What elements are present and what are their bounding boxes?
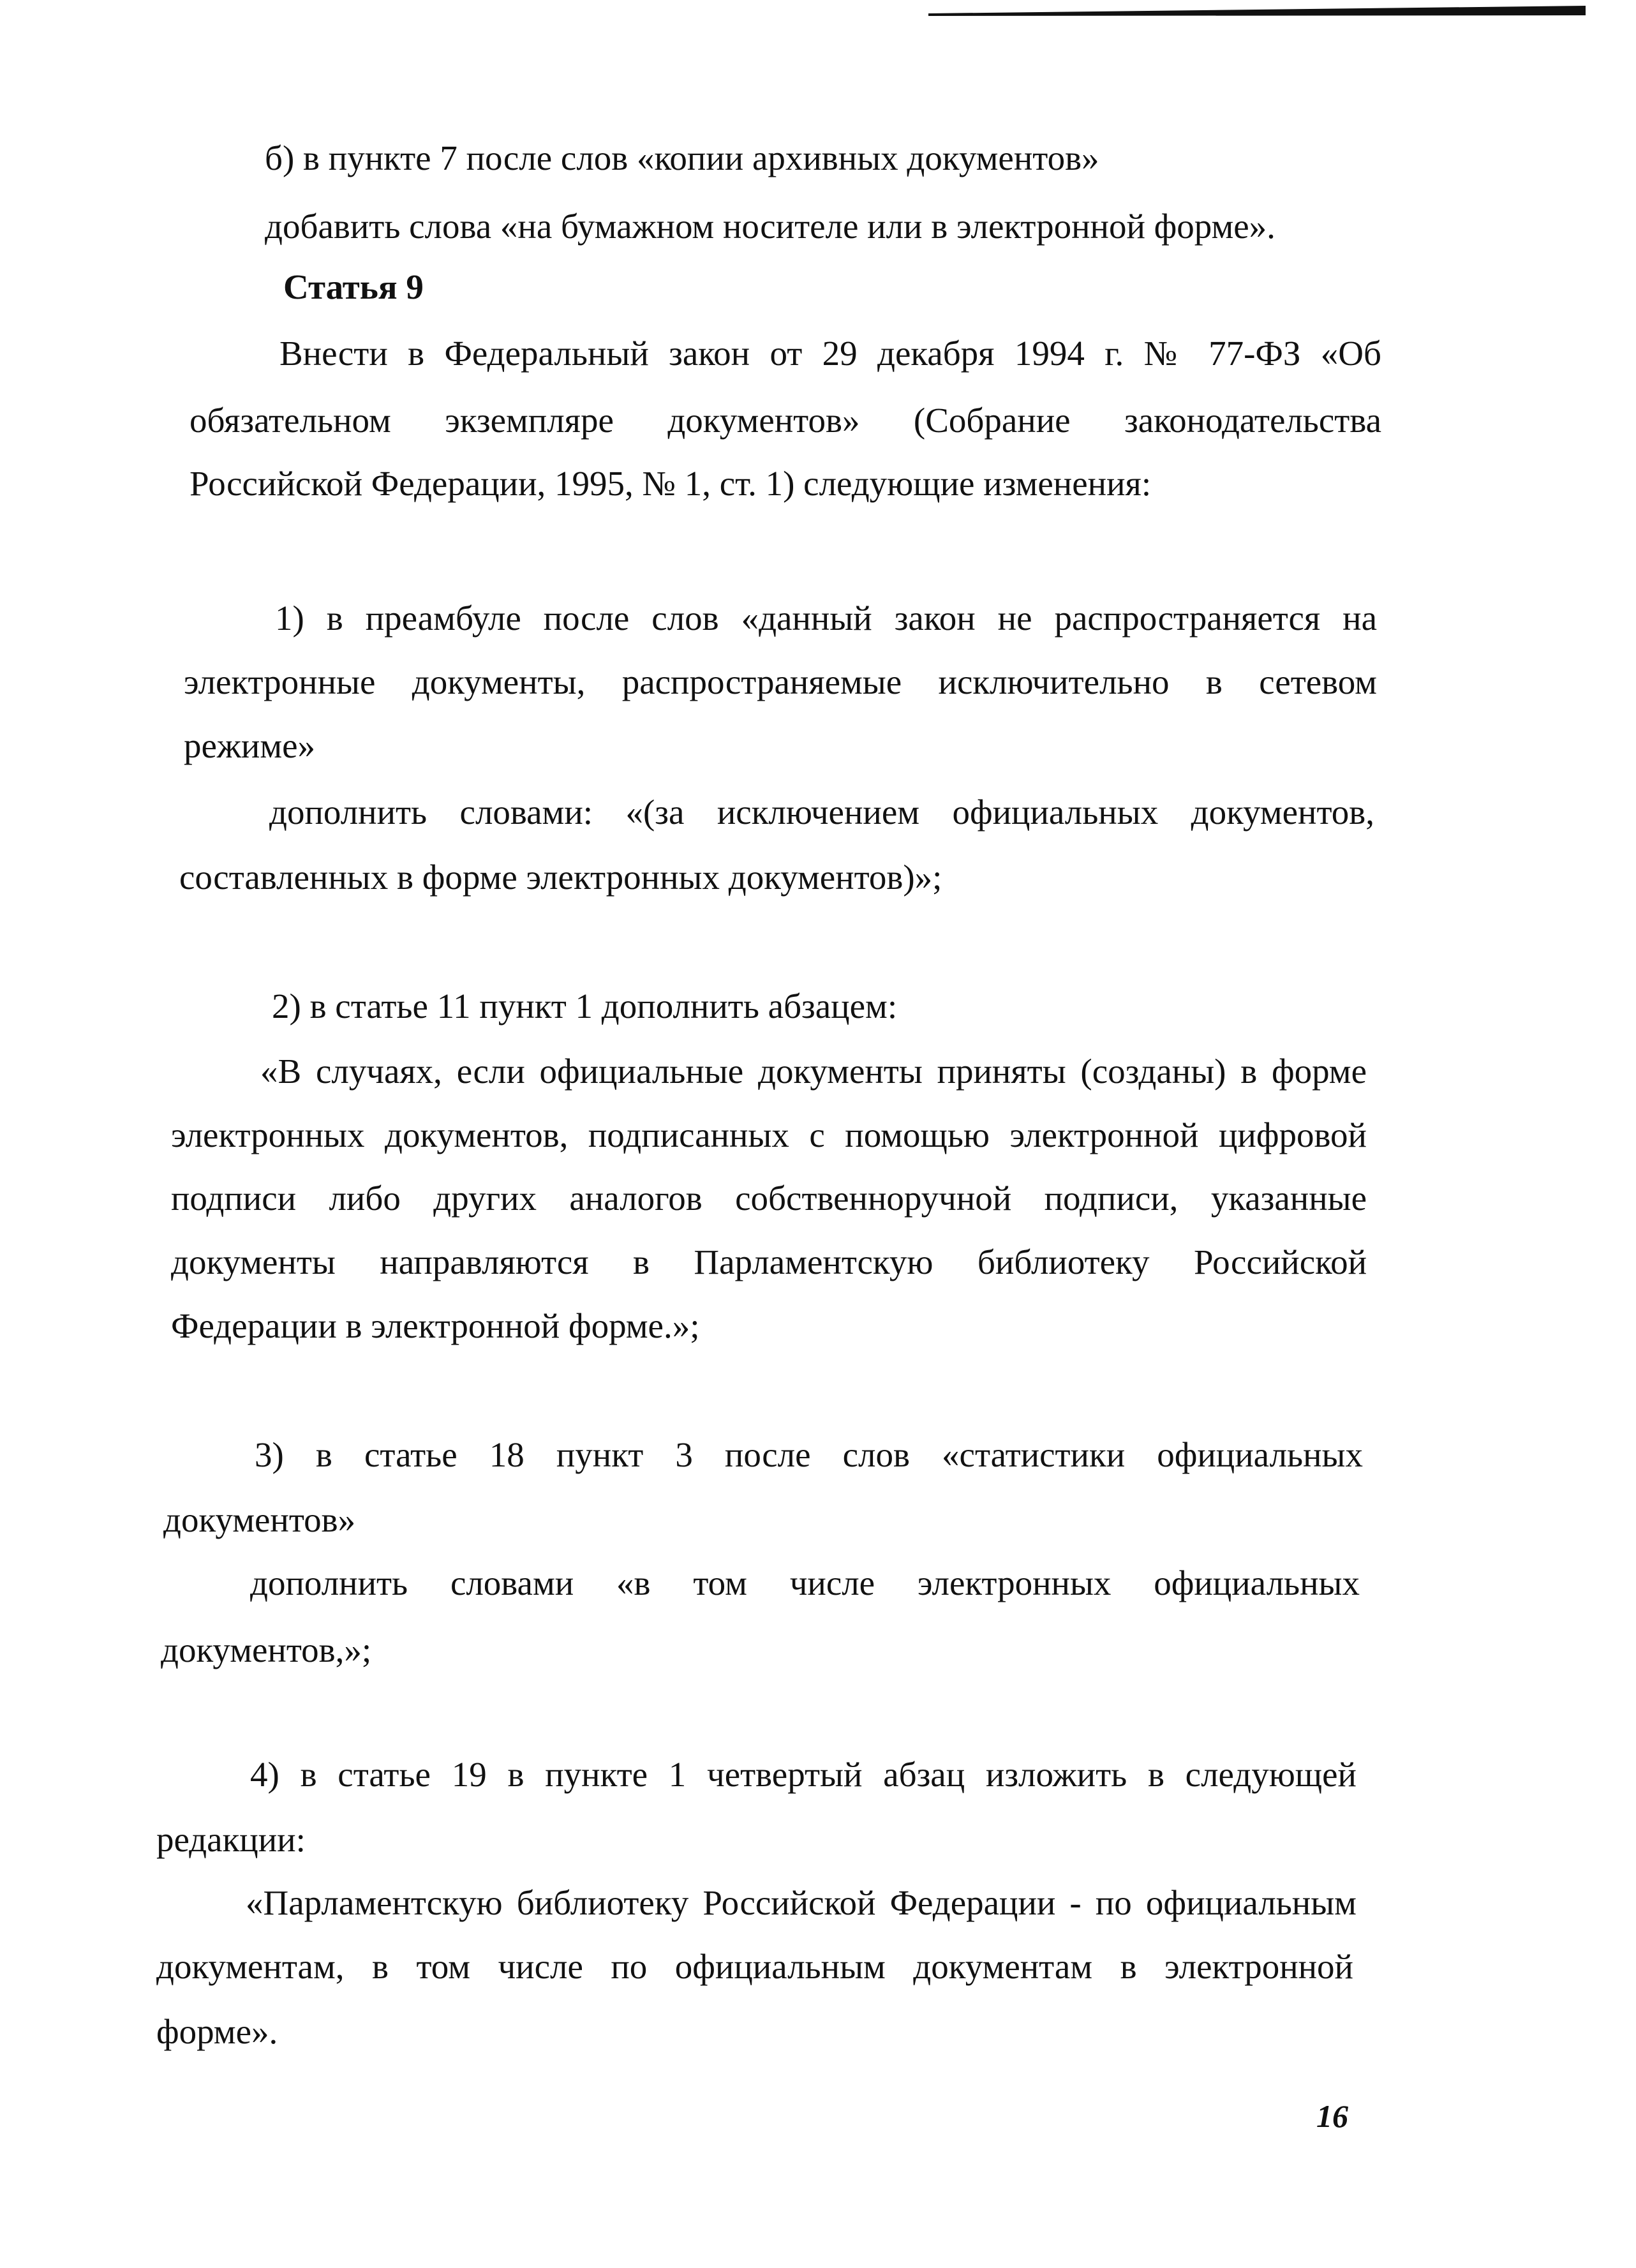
text-line: электронных документов, подписанных с помощью электронной цифровой xyxy=(171,1115,1367,1154)
text-line: дополнить словами «в том числе электронных официальных xyxy=(250,1563,1360,1602)
text-line: подписи либо других аналогов собственноручной подписи, указанные xyxy=(171,1179,1367,1218)
text-line: б) в пункте 7 после слов «копии архивных документов» xyxy=(265,138,1099,177)
text-line: электронные документы, распространяемые исключительно в сетевом xyxy=(184,662,1377,701)
text-line: документы направляются в Парламентскую библиотеку Российской xyxy=(171,1242,1367,1281)
text-line: добавить слова «на бумажном носителе или в электронной форме». xyxy=(265,207,1275,246)
text-line: 1) в преамбуле после слов «данный закон не распространяется на xyxy=(275,599,1377,638)
page-number: 16 xyxy=(1316,2098,1348,2134)
text-line: форме». xyxy=(156,2012,278,2051)
text-line: редакции: xyxy=(156,1820,306,1859)
text-line: документов,»; xyxy=(161,1630,372,1669)
scan-edge-line xyxy=(928,3,1586,16)
text-line: дополнить словами: «(за исключением официальных документов, xyxy=(269,793,1374,832)
text-line: документов» xyxy=(163,1500,356,1539)
text-line: «В случаях, если официальные документы приняты (созданы) в форме xyxy=(260,1052,1367,1091)
text-line: Внести в Федеральный закон от 29 декабря 1994 г. № 77-ФЗ «Об xyxy=(279,334,1381,373)
text-line: «Парламентскую библиотеку Российской Федерации - по официальным xyxy=(246,1883,1357,1922)
text-line: 3) в статье 18 пункт 3 после слов «статистики официальных xyxy=(255,1435,1363,1474)
text-line: 2) в статье 11 пункт 1 дополнить абзацем: xyxy=(272,987,898,1026)
text-line: составленных в форме электронных документов)»; xyxy=(179,858,942,897)
text-line: режиме» xyxy=(184,726,316,765)
article-heading: Статья 9 xyxy=(283,267,424,306)
text-line: документам, в том числе по официальным документам в электронной xyxy=(156,1947,1353,1986)
text-line: Федерации в электронной форме.»; xyxy=(171,1306,700,1345)
text-line: Российской Федерации, 1995, № 1, ст. 1) следующие изменения: xyxy=(190,464,1152,503)
text-line: обязательном экземпляре документов» (Собрание законодательства xyxy=(190,401,1381,440)
text-line: 4) в статье 19 в пункте 1 четвертый абзац изложить в следующей xyxy=(250,1755,1357,1794)
